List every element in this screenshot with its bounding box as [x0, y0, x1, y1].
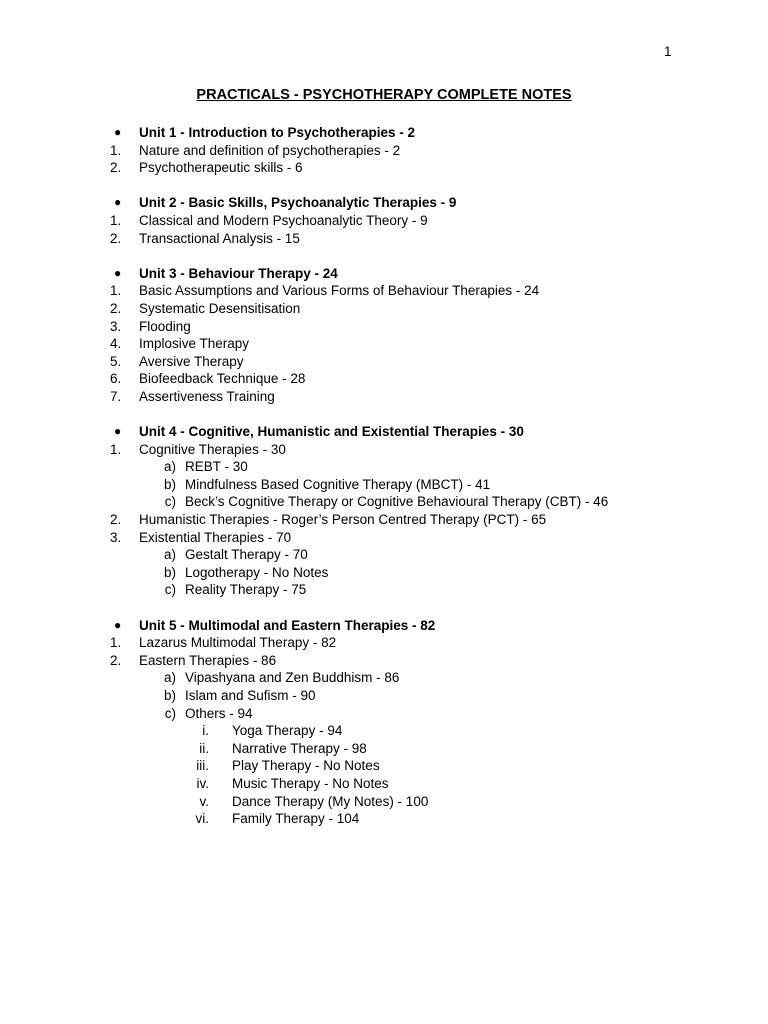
- sub-sub-list-item: [0, 757, 768, 775]
- list-item-text: Unit 2 - Basic Skills, Psychoanalytic Therapies - 9: [139, 195, 457, 211]
- list-item-text: Humanistic Therapies - Roger’s Person Centred Therapy (PCT) - 65: [139, 512, 547, 528]
- list-marker: c): [164, 494, 176, 510]
- list-marker: 2.: [110, 300, 122, 316]
- list-marker: b): [163, 564, 176, 580]
- list-item-text: Existential Therapies - 70: [139, 529, 292, 545]
- list-item-text: Logotherapy - No Notes: [185, 564, 329, 580]
- list-item-text: Beck’s Cognitive Therapy or Cognitive Behavioural Therapy (CBT) - 46: [185, 494, 609, 510]
- list-item-text: Assertiveness Training: [139, 388, 275, 404]
- unit-heading: [0, 194, 768, 212]
- list-item-text: Play Therapy - No Notes: [232, 758, 380, 774]
- list-marker: 6.: [110, 371, 122, 387]
- unit-heading: [0, 423, 768, 441]
- list-item-text: Yoga Therapy - 94: [232, 723, 343, 739]
- list-item-text: Unit 1 - Introduction to Psychotherapies - 2: [139, 125, 416, 140]
- list-item-text: REBT - 30: [185, 459, 248, 475]
- list-item: [0, 318, 768, 336]
- list-item: [0, 230, 768, 248]
- list-marker: ●: [114, 424, 122, 439]
- list-marker: 2.: [110, 160, 122, 176]
- list-item-text: Lazarus Multimodal Therapy - 82: [139, 635, 337, 651]
- list-item-text: Unit 3 - Behaviour Therapy - 24: [139, 265, 338, 281]
- list-item: [0, 652, 768, 670]
- sub-list-item: [0, 458, 768, 476]
- list-item-text: Cognitive Therapies - 30: [139, 441, 286, 457]
- list-marker: vi.: [195, 811, 209, 827]
- list-marker: ●: [114, 617, 122, 632]
- list-marker: 2.: [110, 652, 122, 668]
- list-marker: c): [164, 705, 176, 721]
- sub-sub-list-item: [0, 793, 768, 811]
- section-spacer: [0, 406, 768, 424]
- list-marker: i.: [202, 723, 209, 739]
- list-item-text: Psychotherapeutic skills - 6: [139, 160, 303, 176]
- list-item-text: Eastern Therapies - 86: [139, 652, 277, 668]
- list-marker: 4.: [110, 336, 122, 352]
- section-spacer: [0, 599, 768, 617]
- section-spacer: [0, 177, 768, 195]
- list-item-text: Nature and definition of psychotherapies - 2: [139, 142, 401, 158]
- table-of-contents: [0, 124, 768, 828]
- list-item: [0, 388, 768, 406]
- list-marker: a): [163, 547, 176, 563]
- list-marker: 2.: [110, 512, 122, 528]
- list-item-text: Biofeedback Technique - 28: [139, 371, 306, 387]
- unit-heading: [0, 265, 768, 283]
- list-item-text: Systematic Desensitisation: [139, 300, 301, 316]
- list-marker: 1.: [110, 142, 122, 158]
- list-item: [0, 370, 768, 388]
- sub-list-item: [0, 581, 768, 599]
- list-marker: ii.: [199, 740, 209, 756]
- list-item-text: Music Therapy - No Notes: [232, 775, 389, 791]
- list-item: [0, 282, 768, 300]
- list-item: [0, 529, 768, 547]
- list-item-text: Gestalt Therapy - 70: [185, 547, 308, 563]
- sub-list-item: [0, 687, 768, 705]
- list-marker: 1.: [110, 212, 122, 228]
- list-marker: a): [163, 459, 176, 475]
- list-marker: 1.: [110, 635, 122, 651]
- sub-sub-list-item: [0, 740, 768, 758]
- sub-list-item: [0, 546, 768, 564]
- list-item-text: Reality Therapy - 75: [185, 582, 307, 598]
- list-marker: 5.: [110, 353, 122, 369]
- list-marker: 3.: [110, 529, 122, 545]
- list-item: [0, 212, 768, 230]
- sub-sub-list-item: [0, 775, 768, 793]
- document-title: PRACTICALS - PSYCHOTHERAPY COMPLETE NOTES: [196, 87, 572, 103]
- list-marker: 1.: [110, 283, 122, 299]
- list-marker: ●: [114, 195, 122, 210]
- list-item: [0, 300, 768, 318]
- list-item-text: Family Therapy - 104: [232, 811, 360, 827]
- unit-heading: [0, 124, 768, 142]
- list-item-text: Narrative Therapy - 98: [232, 740, 367, 756]
- list-marker: v.: [199, 793, 209, 809]
- sub-list-item: [0, 493, 768, 511]
- sub-sub-list-item: [0, 810, 768, 828]
- list-item-text: Vipashyana and Zen Buddhism - 86: [185, 670, 400, 686]
- list-item: [0, 159, 768, 177]
- list-item-text: Classical and Modern Psychoanalytic Theory - 9: [139, 212, 428, 228]
- list-item-text: Mindfulness Based Cognitive Therapy (MBCT) - 41: [185, 476, 491, 492]
- list-marker: 7.: [110, 388, 122, 404]
- list-item-text: Unit 4 - Cognitive, Humanistic and Existential Therapies - 30: [139, 424, 524, 440]
- list-item-text: Unit 5 - Multimodal and Eastern Therapies - 82: [139, 617, 436, 633]
- list-item-text: Basic Assumptions and Various Forms of Behaviour Therapies - 24: [139, 283, 540, 299]
- unit-heading: [0, 617, 768, 635]
- list-marker: ●: [114, 125, 122, 139]
- list-marker: b): [163, 476, 176, 492]
- list-item: [0, 441, 768, 459]
- sub-list-item: [0, 476, 768, 494]
- list-marker: ●: [114, 265, 122, 280]
- list-item: [0, 353, 768, 371]
- list-item: [0, 142, 768, 160]
- list-marker: iv.: [196, 775, 209, 791]
- sub-list-item: [0, 705, 768, 723]
- list-marker: iii.: [196, 758, 209, 774]
- sub-list-item: [0, 669, 768, 687]
- list-item-text: Implosive Therapy: [139, 336, 250, 352]
- page-number: 1: [664, 44, 672, 59]
- section-spacer: [0, 247, 768, 265]
- list-item: [0, 511, 768, 529]
- list-item-text: Flooding: [139, 318, 191, 334]
- list-marker: 3.: [110, 318, 122, 334]
- list-item-text: Others - 94: [185, 705, 253, 721]
- list-item: [0, 634, 768, 652]
- list-marker: b): [163, 688, 176, 703]
- sub-sub-list-item: [0, 722, 768, 740]
- list-marker: a): [163, 670, 176, 686]
- list-item-text: Aversive Therapy: [139, 353, 244, 369]
- list-item-text: Dance Therapy (My Notes) - 100: [232, 793, 429, 809]
- list-marker: 1.: [110, 441, 122, 457]
- sub-list-item: [0, 564, 768, 582]
- list-marker: c): [164, 582, 176, 598]
- list-item-text: Islam and Sufism - 90: [185, 688, 316, 703]
- list-item-text: Transactional Analysis - 15: [139, 230, 300, 246]
- list-item: [0, 335, 768, 353]
- list-marker: 2.: [110, 230, 122, 246]
